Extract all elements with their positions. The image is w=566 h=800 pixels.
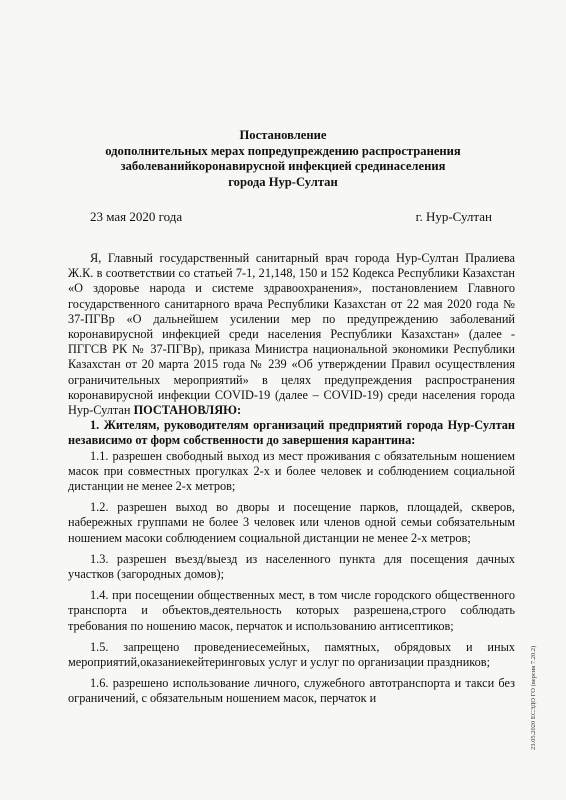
section-1-heading: 1. Жителям, руководителям организаций предприятий города Нур-Султан независимо от форм собственности до завершения карантина: (68, 418, 515, 448)
intro-resolution: ПОСТАНОВЛЯЮ: (133, 403, 242, 418)
title-line: города Нур-Султан (228, 174, 338, 189)
document-place: г. Нур-Султан (415, 209, 492, 224)
list-item: 1.2. разрешен выход во дворы и посещение парков, площадей, скверов, набережных группами не более 3 человек или членов одной семьи собязательным ношением масоки соблюдением социальной дистанции не менее 2-х метров; (68, 500, 515, 545)
title-line: одополнительных мерах попредупреждению распространения (105, 143, 461, 158)
title-line: Постановление (239, 128, 327, 142)
intro-paragraph (68, 251, 515, 418)
document-body (68, 251, 515, 707)
date-place-row (90, 209, 492, 225)
list-item: 1.6. разрешено использование личного, служебного автотранспорта и такси без ограничений, с обязательным ношением масок, перчаток и (68, 676, 515, 706)
intro-text: Я, Главный государственный санитарный врач города Нур-Султан Пралиева Ж.К. в соответствии со статьей 7-1, 21,148, 150 и 152 Кодекса Республики Казахстан «О здоровье народа и системе здравоохранения», постановлением Главного государственного санитарного врача Республики Казахстан от 22 мая 2020 года № 37-ПГВр «О дальнейшем усилении мер по предупреждению заболеваний коронавирусной инфекцией среди населения Республики Казахстан» (далее - ПГГСВ РК № 37-ПГВр), приказа Министра национальной экономики Республики Казахстан от 20 марта 2015 года № 239 «Об утверждении Правил осуществления ограничительных мероприятий» в целях предупреждения распространения коронавирусной инфекции COVID-19 (далее – COVID-19) среди населения города Нур-Султан (68, 251, 515, 418)
list-item: 1.5. запрещено проведениесемейных, памятных, обрядовых и иных мероприятий,оказаниекейтеринговых услуг и услуг по организации праздников; (68, 639, 515, 670)
list-item: 1.3. разрешен въезд/выезд из населенного пункта для посещения дачных участков (загородных домов); (68, 551, 515, 582)
document-title (60, 128, 506, 190)
document-date: 23 мая 2020 года (90, 209, 183, 224)
list-item: 1.4. при посещении общественных мест, в том числе городского общественного транспорта и объектов,деятельность которых разрешена,строго соблюдать требования по ношению масок, перчаток и использованию антисептиков; (68, 588, 515, 633)
side-registration-stamp: 23.05.2020 ЕСЭДО ГО (версия 7.20.2) (530, 645, 537, 750)
list-item: 1.1. разрешен свободный выход из мест проживания с обязательным ношением масок при совместных прогулках 2-х и более человек и соблюдением социальной дистанции не менее 2-х метров; (68, 448, 515, 494)
title-line: заболеванийкоронавирусной инфекцией срединаселения (120, 159, 446, 173)
